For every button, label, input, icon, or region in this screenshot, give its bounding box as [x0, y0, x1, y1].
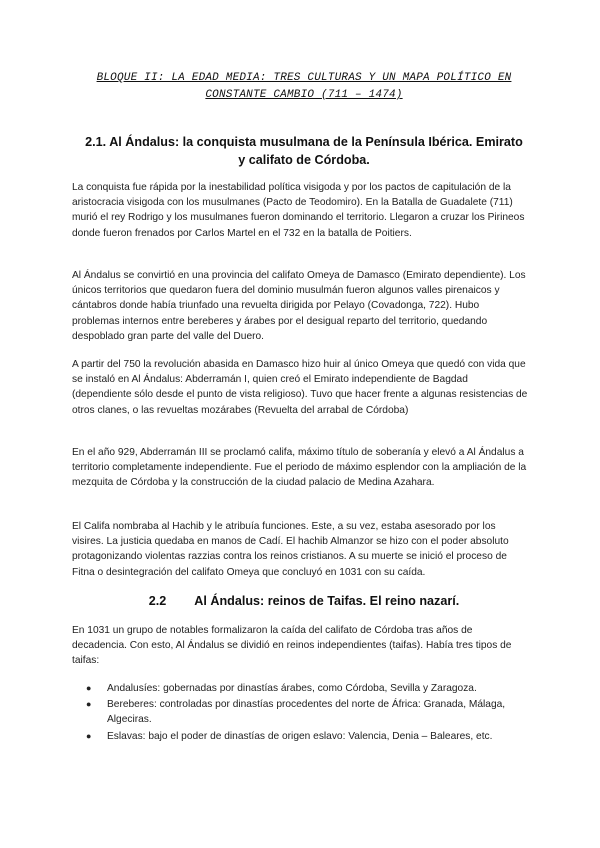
paragraph-taifas-intro: En 1031 un grupo de notables formalizaron la caída del califato de Córdoba tras años de decadencia. Con esto, Al Ándalus se dividió en reinos independientes (taifas). Había tres tipos de taifas: [72, 625, 512, 667]
section-heading-2-2 [72, 592, 536, 610]
paragraph-emirato-independiente: A partir del 750 la revolución abasida en Damasco hizo huir al único Omeya que quedó con vida que se instaló en Al Ándalus: Abderramán I, quien creó el Emirato independiente de Bagdad (dependiente sólo desde el punto de vista religioso). Tuvo que hacer frente a algunas resistencias de otros clanes, o las revueltas mozárabes (Revuelta del arrabal de Córdoba) [72, 359, 528, 416]
document-title: BLOQUE II: LA EDAD MEDIA: TRES CULTURAS Y UN MAPA POLÍTICO EN CONSTANTE CAMBIO (711 – 1474) [96, 72, 512, 101]
section-number: 2.2 [148, 594, 167, 608]
bullet-icon: ● [86, 699, 92, 710]
paragraph-emirato-dependiente: Al Ándalus se convirtió en una provincia del califato Omeya de Damasco (Emirato dependiente). Los únicos territorios que quedaron fuera del dominio musulmán fueron algunos valles pirenaicos y cántabros donde había triunfado una revuelta dirigida por Pelayo (Covadonga, 722). Hubo problemas internos entre bereberes y árabes por el desigual reparto del territorio, quedando despoblado gran parte del valle del Duero. [72, 270, 526, 342]
section-title: Al Ándalus: reinos de Taifas. El reino nazarí. [194, 594, 460, 608]
bullet-icon: ● [86, 730, 92, 741]
paragraph-califato: En el año 929, Abderramán III se proclamó califa, máximo título de soberanía y elevó a Al Ándalus a territorio completamente independiente. Fue el periodo de máximo esplendor con la ampliación de la mezquita de Córdoba y la construcción de la ciudad palacio de Medina Azahara. [72, 447, 527, 489]
section-heading-2-1: 2.1. Al Ándalus: la conquista musulmana de la Península Ibérica. Emirato y califato de Córdoba. [85, 135, 523, 167]
list-item [72, 697, 528, 727]
list-item-text: Eslavas: bajo el poder de dinastías de origen eslavo: Valencia, Denia – Baleares, etc. [107, 730, 493, 742]
paragraph-hachib: El Califa nombraba al Hachib y le atribuía funciones. Este, a su vez, estaba asesorado por los visires. La justicia quedaba en manos de Cadí. El hachib Almanzor se hizo con el poder absoluto protagonizando violentas razzias contra los reinos cristianos. A su muerte se inició el proceso de Fitna o desintegración del califato Omeya que concluyó en 1031 con su caída. [72, 521, 509, 578]
paragraph-conquista: La conquista fue rápida por la inestabilidad política visigoda y por los pactos de capitulación de la aristocracia visigoda con los musulmanes (Pacto de Teodomiro). En la Batalla de Guadalete (711) murió el rey Rodrigo y los musulmanes fueron dominando el territorio. Llegaron a cruzar los Pirineos donde fueron frenados por Carlos Martel en el 732 en la batalla de Poitiers. [72, 182, 525, 239]
taifas-list [72, 681, 528, 745]
list-item [72, 729, 528, 744]
list-item [72, 681, 528, 696]
list-item-text: Bereberes: controladas por dinastías procedentes del norte de África: Granada, Málaga, Algeciras. [107, 699, 506, 726]
bullet-icon: ● [86, 683, 92, 693]
list-item-text: Andalusíes: gobernadas por dinastías árabes, como Córdoba, Sevilla y Zaragoza. [107, 683, 477, 694]
